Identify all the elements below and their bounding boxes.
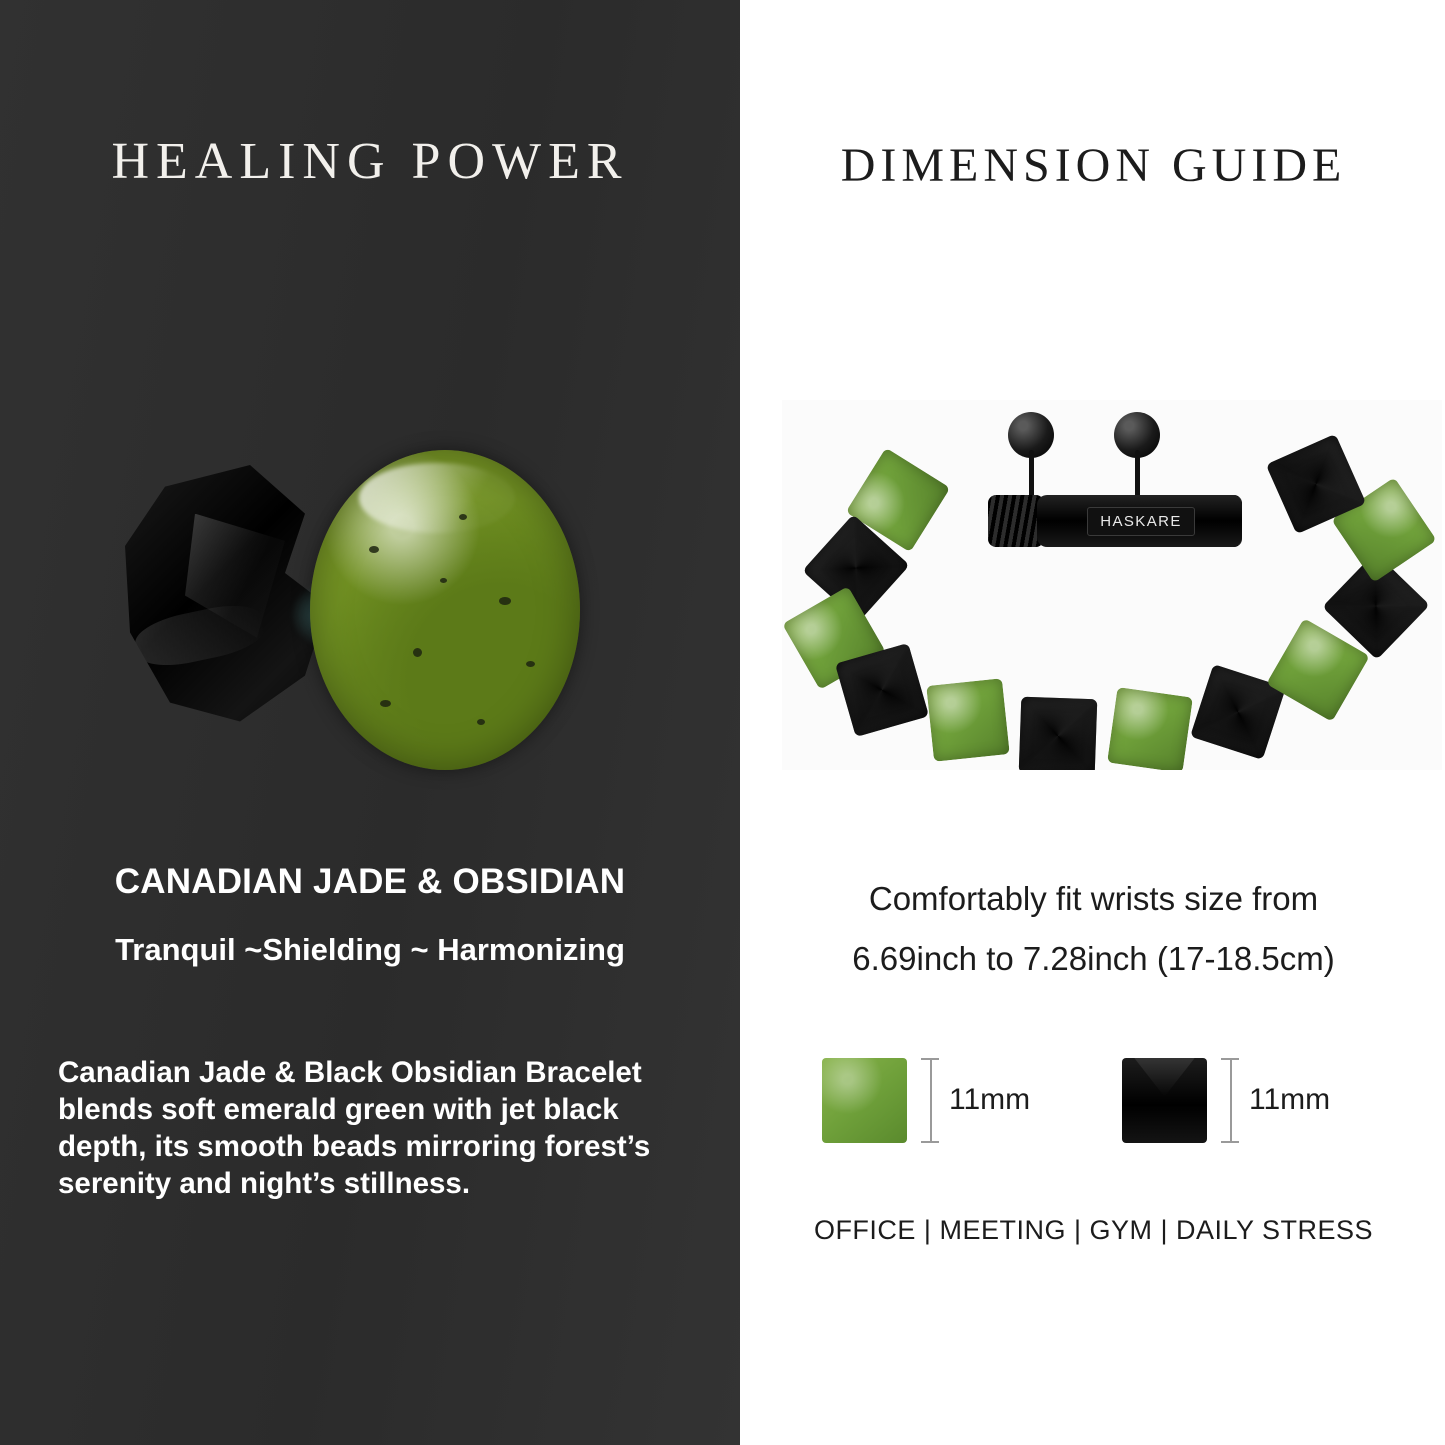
macrame-knot [1037,495,1242,547]
bead-jade [926,678,1010,762]
product-name: CANADIAN JADE & OBSIDIAN [114,862,626,901]
jade-fleck [526,661,535,667]
obsidian-bead-swatch [1122,1058,1207,1143]
jade-shine [359,463,516,533]
use-cases-list: OFFICE | MEETING | GYM | DAILY STRESS [813,1215,1374,1245]
dimension-guide-panel [742,0,1445,1445]
product-description: Canadian Jade & Black Obsidian Bracelet blends soft emerald green with jet black depth, its smooth beads mirroring forest’s serenity and night’s stillness. [58,1056,651,1200]
jade-fleck [369,546,379,553]
jade-fleck [477,719,485,725]
jade-fleck [499,597,511,605]
jade-bead-size: 11mm [949,1083,1031,1116]
jade-cabochon-image [310,450,580,770]
jade-bead-swatch [822,1058,907,1143]
healing-power-title: HEALING POWER [111,133,629,190]
bracelet-product-image [782,400,1442,770]
jade-fleck [413,648,422,657]
brand-tag: HASKARE [1087,507,1195,536]
product-qualities: Tranquil ~Shielding ~ Harmonizing [115,932,625,967]
measure-caliper-icon [921,1058,939,1143]
wrist-fit-line-2: 6.69inch to 7.28inch (17-18.5cm) [852,940,1335,977]
jade-fleck [380,700,391,707]
obsidian-bead-spec [1122,1045,1330,1155]
wrist-fit-line-1: Comfortably fit wrists size from [868,880,1319,917]
bead-obsidian [1019,697,1098,770]
gemstone-photo [100,430,640,790]
bead-size-specs [822,1045,1422,1155]
dimension-guide-title: DIMENSION GUIDE [840,139,1347,192]
measure-caliper-icon [1221,1058,1239,1143]
obsidian-bead-size: 11mm [1249,1083,1331,1116]
bead-jade [1107,687,1193,770]
jade-fleck [440,578,447,583]
knot-left [988,495,1044,547]
jade-fleck [459,514,467,520]
jade-bead-spec [822,1045,1030,1155]
